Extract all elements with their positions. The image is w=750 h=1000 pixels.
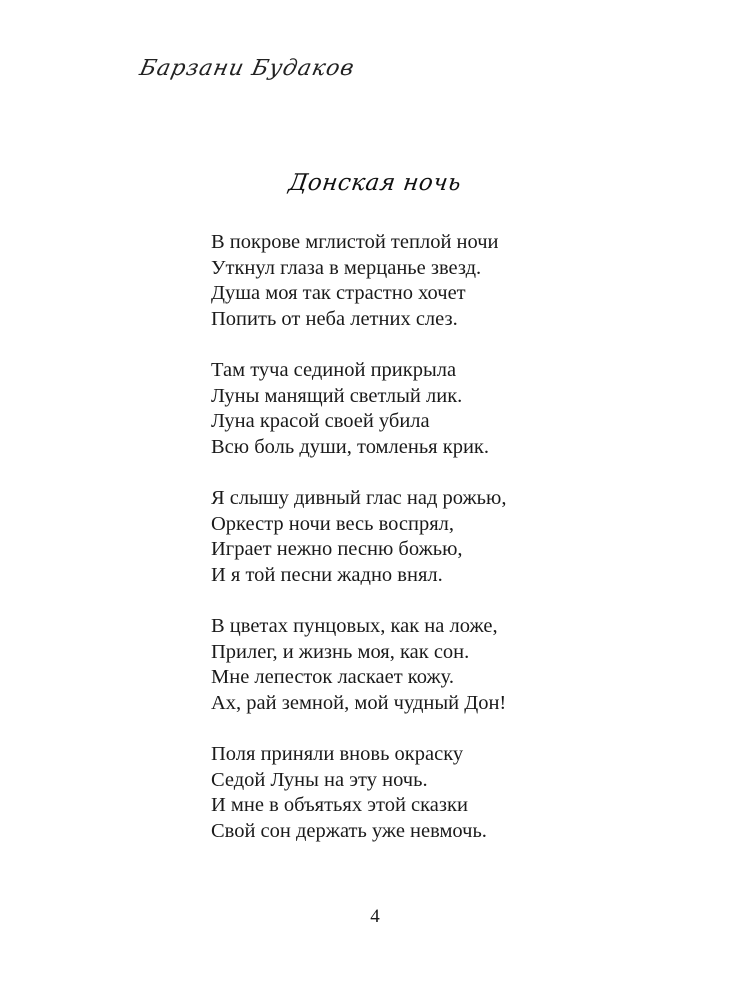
poem-line: Свой сон держать уже невмочь.: [211, 819, 487, 842]
poem-line: Я слышу дивный глас над рожью,: [211, 487, 507, 509]
poem-line: Всю боль души, томленья крик.: [211, 435, 490, 458]
stanza-2: [211, 358, 551, 460]
poem-line: Ах, рай земной, мой чудный Дон!: [211, 691, 507, 714]
author-name: Барзани Будаков: [137, 56, 357, 81]
stanza-3: [211, 486, 551, 588]
poem-line: И мне в объятьях этой сказки: [211, 794, 468, 816]
poem-line: Уткнул глаза в мерцанье звезд.: [211, 256, 482, 279]
poem-line: В покрове мглистой теплой ночи: [211, 231, 499, 253]
poem-line: И я той песни жадно внял.: [211, 563, 443, 586]
poem-body: [211, 230, 551, 870]
stanza-1: [211, 230, 551, 332]
poem-line: Луна красой своей убила: [211, 410, 430, 432]
poem-line: Седой Луны на эту ночь.: [211, 768, 428, 791]
poem-line: Прилег, и жизнь моя, как сон.: [211, 640, 470, 663]
poem-line: Луны манящий светлый лик.: [211, 384, 463, 407]
poem-line: Мне лепесток ласкает кожу.: [211, 666, 454, 688]
page-number: 4: [370, 906, 380, 927]
poem-line: Там туча сединой прикрыла: [211, 359, 457, 381]
poem-title: Донская ночь: [286, 170, 464, 196]
poem-line: Душа моя так страстно хочет: [211, 282, 466, 304]
stanza-4: [211, 614, 551, 716]
stanza-5: [211, 742, 551, 844]
poem-line: Играет нежно песню божью,: [211, 538, 463, 560]
poem-line: Попить от неба летних слез.: [211, 307, 458, 330]
poem-line: Поля приняли вновь окраску: [211, 743, 464, 765]
poem-line: В цветах пунцовых, как на ложе,: [211, 615, 498, 637]
poem-line: Оркестр ночи весь воспрял,: [211, 512, 455, 535]
